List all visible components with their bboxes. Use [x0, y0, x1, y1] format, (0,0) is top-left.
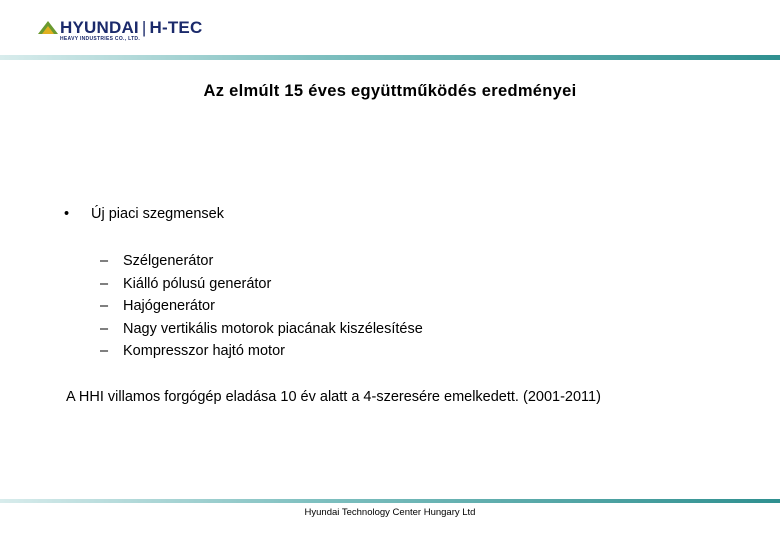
sub-item-marker: –	[100, 343, 109, 360]
logo-subtitle: HEAVY INDUSTRIES CO., LTD.	[60, 36, 141, 42]
sub-item-marker: –	[100, 298, 109, 315]
footer-text: Hyundai Technology Center Hungary Ltd	[304, 507, 476, 518]
sub-item-marker: –	[100, 320, 109, 337]
sub-item-text: Szélgenerátor	[123, 253, 214, 269]
sub-item-marker: –	[100, 275, 109, 292]
logo-brand: HYUNDAI	[60, 18, 139, 37]
logo-triangle-inner-icon	[42, 26, 54, 34]
sub-item-text: Hajógenerátor	[123, 298, 215, 315]
summary-text: A HHI villamos forgógép eladása 10 év alatt a 4-szeresére emelkedett. (2001-2011)	[66, 389, 601, 405]
sub-item-text: Kiálló pólusú generátor	[123, 275, 272, 292]
sub-item-text: Kompresszor hajtó motor	[123, 343, 285, 360]
bullet-marker: •	[64, 206, 70, 222]
bullet-text: Új piaci szegmensek	[91, 206, 224, 222]
sub-item-text: Nagy vertikális motorok piacának kiszélesítése	[123, 320, 423, 337]
sub-item-marker: –	[100, 253, 109, 269]
header-divider	[0, 55, 780, 60]
logo-separator: |	[141, 18, 147, 37]
logo-wordmark	[60, 18, 202, 38]
slide-title: Az elmúlt 15 éves együttműködés eredményei	[203, 82, 577, 100]
logo-division: H-TEC	[149, 18, 203, 37]
footer-divider	[0, 499, 780, 503]
